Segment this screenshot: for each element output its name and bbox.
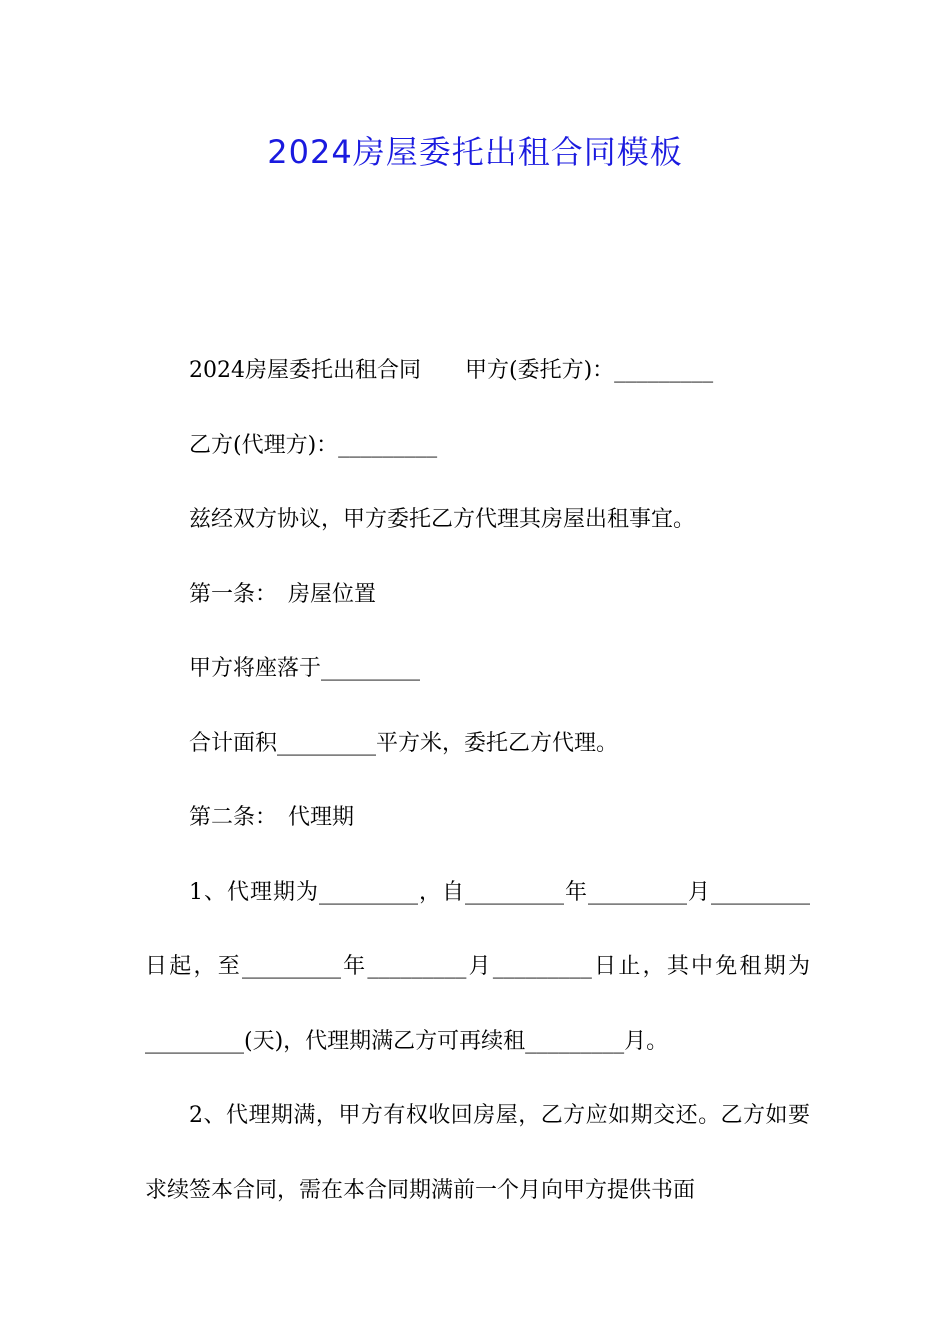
paragraph-term-2: 2、代理期满，甲方有权收回房屋，乙方应如期交还。乙方如要求续签本合同，需在本合同期满前一个月向甲方提供书面 [145, 1103, 810, 1203]
document-body [145, 334, 810, 1228]
paragraph-header-party-a: 2024房屋委托出租合同 甲方(委托方)：_________ [189, 358, 714, 383]
article-1-heading: 第一条： 房屋位置 [189, 581, 377, 607]
paragraph-party-b: 乙方(代理方)：_________ [189, 432, 438, 458]
paragraph-agreement: 兹经双方协议，甲方委托乙方代理其房屋出租事宜。 [189, 507, 696, 532]
paragraph-term-1: 1、代理期为_________，自_________年_________月_________日起，至_________年_________月_________日止，其中免租期为_________(天)，代理期满乙方可再续租_________月。 [145, 879, 810, 1054]
paragraph-location: 甲方将座落于_________ [189, 656, 421, 681]
article-2-heading: 第二条： 代理期 [189, 805, 355, 830]
document-title: 2024房屋委托出租合同模板 [267, 133, 683, 171]
paragraph-area: 合计面积_________平方米，委托乙方代理。 [189, 730, 619, 756]
